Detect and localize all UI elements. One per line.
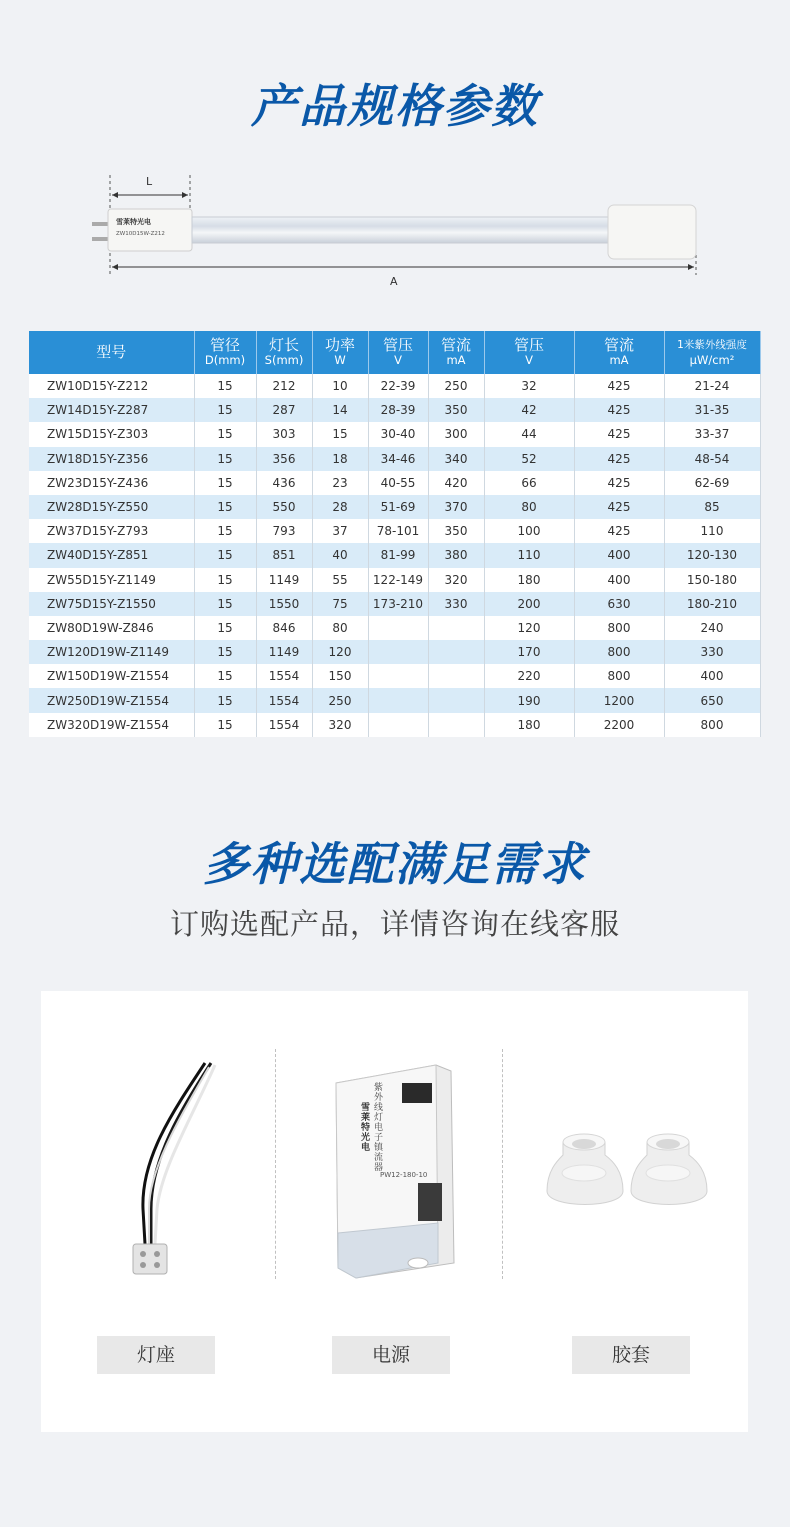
table-cell: 28 xyxy=(312,495,368,519)
table-body xyxy=(29,374,760,737)
lamp-brand-text: 雪莱特光电 xyxy=(116,218,151,226)
table-row xyxy=(29,495,760,519)
table-cell xyxy=(368,664,428,688)
table-cell: 110 xyxy=(664,519,760,543)
table-cell: 400 xyxy=(574,568,664,592)
table-cell: 1554 xyxy=(256,713,312,737)
table-cell: 650 xyxy=(664,688,760,712)
table-cell: 78-101 xyxy=(368,519,428,543)
table-cell: 370 xyxy=(428,495,484,519)
table-cell xyxy=(428,664,484,688)
accessory-label: 胶套 xyxy=(572,1336,690,1374)
table-cell: 846 xyxy=(256,616,312,640)
table-cell: 51-69 xyxy=(368,495,428,519)
dimension-a-label: A xyxy=(390,275,398,288)
header-unit: V xyxy=(525,352,533,367)
table-cell: 800 xyxy=(574,616,664,640)
table-cell: 800 xyxy=(574,640,664,664)
table-cell: 320 xyxy=(312,713,368,737)
table-cell: 75 xyxy=(312,592,368,616)
table-cell: 10 xyxy=(312,374,368,398)
table-cell: 22-39 xyxy=(368,374,428,398)
table-cell: 1149 xyxy=(256,640,312,664)
table-cell: ZW250D19W-Z1554 xyxy=(29,688,194,712)
header-name: 管流 xyxy=(603,335,634,354)
table-header-cell xyxy=(256,331,312,374)
table-row xyxy=(29,543,760,567)
table-cell: 15 xyxy=(194,664,256,688)
accessories-card xyxy=(41,991,748,1432)
table-cell: 100 xyxy=(484,519,574,543)
table-cell: ZW120D19W-Z1149 xyxy=(29,640,194,664)
table-cell: 28-39 xyxy=(368,398,428,422)
header-unit: mA xyxy=(609,352,629,367)
table-cell: 15 xyxy=(194,422,256,446)
table-cell: 85 xyxy=(664,495,760,519)
table-header-cell xyxy=(29,331,194,374)
table-cell: ZW75D15Y-Z1550 xyxy=(29,592,194,616)
table-row xyxy=(29,713,760,737)
spec-table xyxy=(29,331,761,737)
accessory-label: 灯座 xyxy=(97,1336,215,1374)
table-cell: 330 xyxy=(664,640,760,664)
table-header-cell xyxy=(312,331,368,374)
table-cell: 55 xyxy=(312,568,368,592)
header-unit: μW/cm² xyxy=(689,352,735,367)
table-header-cell xyxy=(428,331,484,374)
table-header-cell xyxy=(484,331,574,374)
table-cell: 120 xyxy=(484,616,574,640)
table-cell: ZW55D15Y-Z1149 xyxy=(29,568,194,592)
table-cell xyxy=(428,688,484,712)
header-name: 1米紫外线强度 xyxy=(677,338,747,351)
table-cell: 15 xyxy=(194,616,256,640)
accessory-ballast xyxy=(276,991,511,1432)
header-name: 灯长 xyxy=(268,335,299,354)
table-row xyxy=(29,568,760,592)
table-cell: ZW150D19W-Z1554 xyxy=(29,664,194,688)
table-cell: ZW18D15Y-Z356 xyxy=(29,447,194,471)
table-cell: ZW40D15Y-Z851 xyxy=(29,543,194,567)
table-cell: 425 xyxy=(574,495,664,519)
lamp-socket-icon xyxy=(121,1059,231,1291)
table-cell: 425 xyxy=(574,374,664,398)
table-cell: 1554 xyxy=(256,688,312,712)
table-cell: 190 xyxy=(484,688,574,712)
table-cell: 120-130 xyxy=(664,543,760,567)
table-cell: 340 xyxy=(428,447,484,471)
table-row xyxy=(29,422,760,446)
options-section-title: 多种选配满足需求 xyxy=(203,837,587,891)
table-cell: 180 xyxy=(484,713,574,737)
table-cell: 330 xyxy=(428,592,484,616)
table-row xyxy=(29,374,760,398)
table-cell: 14 xyxy=(312,398,368,422)
table-cell: 66 xyxy=(484,471,574,495)
table-cell xyxy=(368,688,428,712)
table-cell: 15 xyxy=(194,398,256,422)
header-name: 管压 xyxy=(382,335,413,354)
accessory-lamp-socket xyxy=(41,991,276,1432)
table-cell xyxy=(368,713,428,737)
table-cell: 851 xyxy=(256,543,312,567)
lamp-diagram xyxy=(90,165,710,295)
table-cell: 15 xyxy=(194,543,256,567)
table-cell: 15 xyxy=(194,568,256,592)
table-header-cell xyxy=(368,331,428,374)
table-cell xyxy=(428,616,484,640)
table-cell: 15 xyxy=(194,713,256,737)
header-name: 功率 xyxy=(324,335,355,354)
table-cell: 180 xyxy=(484,568,574,592)
header-unit: mA xyxy=(446,352,466,367)
table-row xyxy=(29,592,760,616)
ballast-brand-text: 雪莱特光电 xyxy=(361,1103,371,1153)
table-cell: 350 xyxy=(428,519,484,543)
header-name: 管压 xyxy=(513,335,544,354)
table-cell: 300 xyxy=(428,422,484,446)
lamp-model-text: ZW10D15W-Z212 xyxy=(116,231,165,237)
table-cell: 400 xyxy=(664,664,760,688)
table-cell: ZW320D19W-Z1554 xyxy=(29,713,194,737)
table-cell: 425 xyxy=(574,519,664,543)
table-cell: ZW37D15Y-Z793 xyxy=(29,519,194,543)
table-row xyxy=(29,447,760,471)
ballast-title-text: 紫外线灯电子镇流器 xyxy=(374,1083,384,1173)
table-cell: 212 xyxy=(256,374,312,398)
table-cell: 15 xyxy=(312,422,368,446)
spec-section-title: 产品规格参数 xyxy=(251,79,539,133)
table-cell: 180-210 xyxy=(664,592,760,616)
table-cell: 62-69 xyxy=(664,471,760,495)
table-cell: 630 xyxy=(574,592,664,616)
table-cell: ZW15D15Y-Z303 xyxy=(29,422,194,446)
table-cell: 37 xyxy=(312,519,368,543)
table-cell: 21-24 xyxy=(664,374,760,398)
table-cell: 32 xyxy=(484,374,574,398)
table-cell: 425 xyxy=(574,447,664,471)
table-cell xyxy=(368,640,428,664)
table-cell: 15 xyxy=(194,495,256,519)
table-cell: 1200 xyxy=(574,688,664,712)
table-cell: 250 xyxy=(312,688,368,712)
table-cell: 2200 xyxy=(574,713,664,737)
table-cell: 80 xyxy=(484,495,574,519)
table-cell: 81-99 xyxy=(368,543,428,567)
table-cell: 800 xyxy=(664,713,760,737)
table-cell: 240 xyxy=(664,616,760,640)
rubber-sleeve-icon xyxy=(543,1131,709,1211)
table-row xyxy=(29,398,760,422)
table-cell: 15 xyxy=(194,640,256,664)
lamp-drawing xyxy=(90,165,710,295)
table-cell: ZW14D15Y-Z287 xyxy=(29,398,194,422)
table-row xyxy=(29,471,760,495)
table-cell: 356 xyxy=(256,447,312,471)
table-cell: 31-35 xyxy=(664,398,760,422)
table-header-row xyxy=(29,331,760,374)
table-cell: 120 xyxy=(312,640,368,664)
table-cell: 287 xyxy=(256,398,312,422)
table-cell: 15 xyxy=(194,519,256,543)
table-cell: 40-55 xyxy=(368,471,428,495)
header-name: 管径 xyxy=(209,335,240,354)
table-cell: 303 xyxy=(256,422,312,446)
ballast-model-text: PW12-180-10 xyxy=(380,1171,428,1179)
table-cell: 34-46 xyxy=(368,447,428,471)
header-name: 管流 xyxy=(440,335,471,354)
table-cell: 33-37 xyxy=(664,422,760,446)
table-cell: 23 xyxy=(312,471,368,495)
table-cell: 400 xyxy=(574,543,664,567)
table-cell: 30-40 xyxy=(368,422,428,446)
header-unit: W xyxy=(334,352,346,367)
dimension-l-label: L xyxy=(146,175,153,188)
table-cell: 122-149 xyxy=(368,568,428,592)
table-cell xyxy=(428,713,484,737)
header-unit: D(mm) xyxy=(204,352,246,367)
table-cell: 110 xyxy=(484,543,574,567)
table-cell: 150-180 xyxy=(664,568,760,592)
table-cell: 320 xyxy=(428,568,484,592)
table-header-cell xyxy=(574,331,664,374)
table-cell: 350 xyxy=(428,398,484,422)
table-cell: 1550 xyxy=(256,592,312,616)
accessory-rubber-sleeve xyxy=(511,991,746,1432)
table-row xyxy=(29,688,760,712)
table-cell: 15 xyxy=(194,592,256,616)
table-cell: 425 xyxy=(574,471,664,495)
table-cell: 550 xyxy=(256,495,312,519)
table-cell: 436 xyxy=(256,471,312,495)
table-cell: 793 xyxy=(256,519,312,543)
table-cell: 15 xyxy=(194,447,256,471)
table-row xyxy=(29,616,760,640)
table-cell: 18 xyxy=(312,447,368,471)
table-row xyxy=(29,519,760,543)
table-cell: 42 xyxy=(484,398,574,422)
table-cell: 44 xyxy=(484,422,574,446)
header-unit: V xyxy=(394,352,402,367)
table-cell: 52 xyxy=(484,447,574,471)
table-cell: 1554 xyxy=(256,664,312,688)
table-cell: 15 xyxy=(194,374,256,398)
table-cell xyxy=(368,616,428,640)
table-row xyxy=(29,640,760,664)
options-subtitle: 订购选配产品，详情咨询在线客服 xyxy=(169,907,620,941)
table-cell: 800 xyxy=(574,664,664,688)
header-unit: S(mm) xyxy=(264,352,304,367)
table-cell: ZW28D15Y-Z550 xyxy=(29,495,194,519)
table-cell: ZW80D19W-Z846 xyxy=(29,616,194,640)
table-cell: 425 xyxy=(574,422,664,446)
table-row xyxy=(29,664,760,688)
table-cell: 200 xyxy=(484,592,574,616)
header-name: 型号 xyxy=(96,343,127,361)
table-cell: 170 xyxy=(484,640,574,664)
table-cell: 425 xyxy=(574,398,664,422)
table-cell: 40 xyxy=(312,543,368,567)
table-cell: 80 xyxy=(312,616,368,640)
table-cell: 1149 xyxy=(256,568,312,592)
table-cell: 48-54 xyxy=(664,447,760,471)
accessory-label: 电源 xyxy=(332,1336,450,1374)
table-cell: 250 xyxy=(428,374,484,398)
table-cell xyxy=(428,640,484,664)
table-cell: 15 xyxy=(194,471,256,495)
table-cell: ZW10D15Y-Z212 xyxy=(29,374,194,398)
table-cell: 150 xyxy=(312,664,368,688)
table-cell: ZW23D15Y-Z436 xyxy=(29,471,194,495)
table-cell: 220 xyxy=(484,664,574,688)
table-cell: 420 xyxy=(428,471,484,495)
table-header-cell xyxy=(194,331,256,374)
table-cell: 15 xyxy=(194,688,256,712)
table-header-cell xyxy=(664,331,760,374)
table-cell: 173-210 xyxy=(368,592,428,616)
table-cell: 380 xyxy=(428,543,484,567)
